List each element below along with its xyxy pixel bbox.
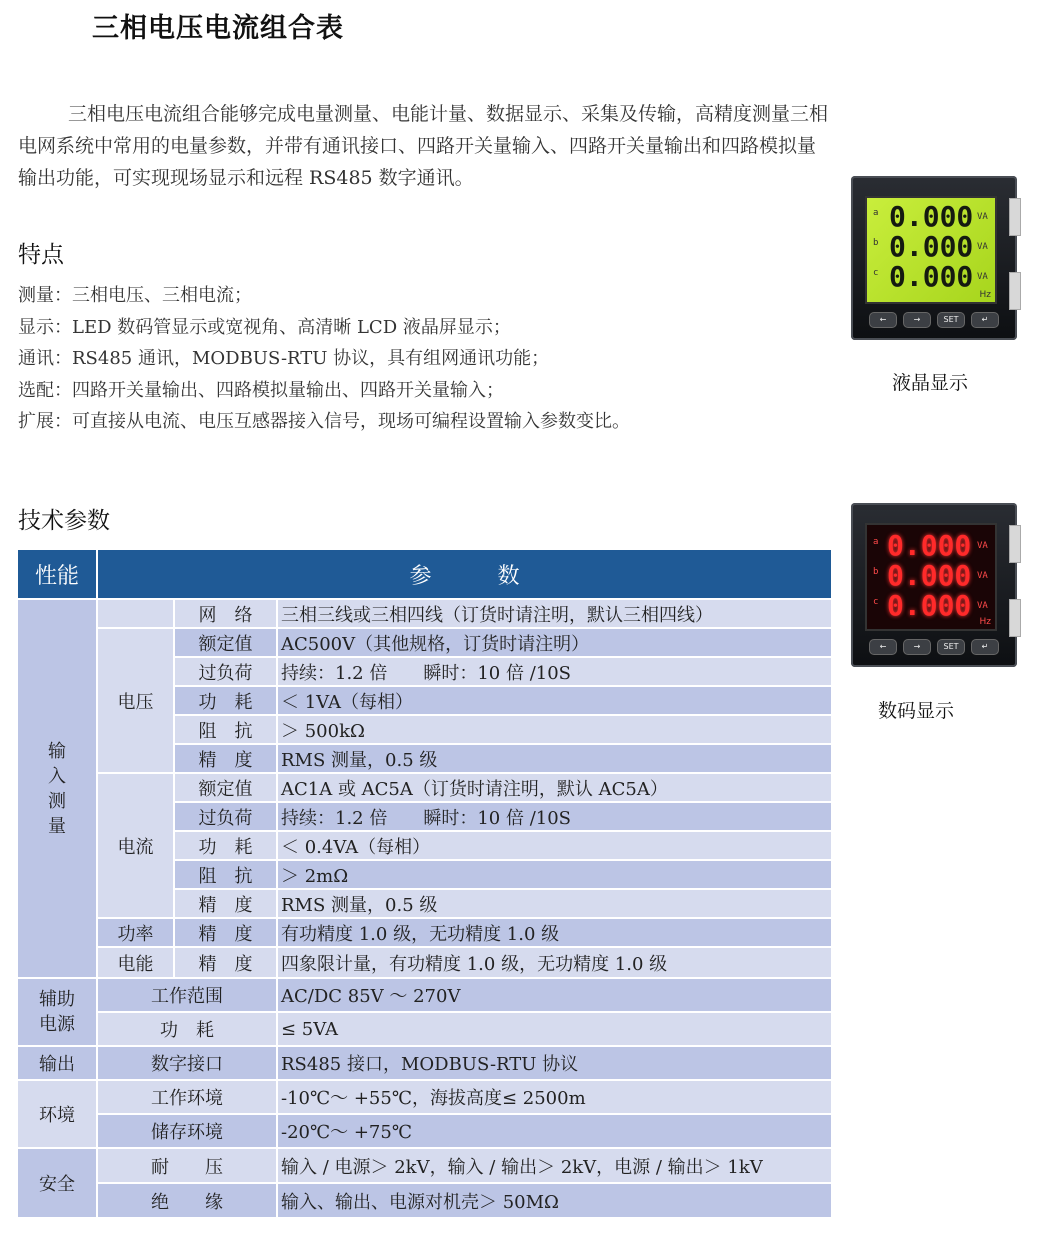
row-label: 工作范围 [98,979,276,1011]
row-value: ＜ 1VA（每相） [278,687,831,714]
lcd-meter-image [851,176,1017,340]
enter-icon: ↵ [971,639,999,655]
intro-paragraph [18,98,830,194]
led-meter-image [851,503,1017,667]
mount-clip [1009,525,1021,563]
row-label: 功 耗 [175,687,276,714]
set-button: SET [937,639,965,655]
row-value: ＞ 2mΩ [278,861,831,888]
feature-item: 选配：四路开关量输出、四路模拟量输出、四路开关量输入； [18,379,504,401]
feature-item: 测量：三相电压、三相电流； [18,285,252,306]
page-title: 三相电压电流组合表 [92,13,344,44]
row-value: ＞ 500kΩ [278,716,831,743]
feature-item: 显示：LED 数码管显示或宽视角、高清晰 LCD 液晶屏显示； [18,316,511,338]
row-value: 有功精度 1.0 级，无功精度 1.0 级 [278,919,831,946]
feature-item: 通讯：RS485 通讯，MODBUS-RTU 协议，具有组网通讯功能； [18,348,550,369]
mount-clip [1009,272,1021,310]
set-button: SET [937,312,965,328]
row-value: AC1A 或 AC5A（订货时请注明，默认 AC5A） [278,774,831,801]
row-value: RMS 测量，0.5 级 [278,890,831,917]
group-output: 输出 [18,1047,96,1079]
right-arrow-icon: → [903,639,931,655]
row-label: 过负荷 [175,803,276,830]
row-label: 储存环境 [98,1115,276,1147]
mount-clip [1009,198,1021,236]
row-value: AC/DC 85V ～ 270V [278,979,831,1011]
left-arrow-icon: ← [869,312,897,328]
row-value: 输入 / 电源＞ 2kV，输入 / 输出＞ 2kV，电源 / 输出＞ 1kV [278,1149,831,1182]
row-value: 输入、输出、电源对机壳＞ 50MΩ [278,1184,831,1217]
row-label: 过负荷 [175,658,276,685]
row-value: 三相三线或三相四线（订货时请注明，默认三相四线） [278,600,831,627]
led-screen: a 0.000 VA b 0.000 VA c 0.000 VA Hz [865,523,997,631]
group-safety: 安全 [18,1149,96,1217]
row-value: 四象限计量，有功精度 1.0 级，无功精度 1.0 级 [278,948,831,977]
header-parameters: 参 数 [98,550,831,598]
row-label: 工作环境 [98,1081,276,1113]
row-label: 网 络 [175,600,276,627]
row-label: 精 度 [175,919,276,946]
row-value: 持续：1.2 倍 瞬时：10 倍 /10S [278,803,831,830]
features-list [18,280,630,438]
lcd-caption: 液晶显示 [892,372,969,394]
intro-text: 三相电压电流组合能够完成电量测量、电能计量、数据显示、采集及传输，高精度测量三相电网系统中常用的电量参数，并带有通讯接口、四路开关量输入、四路开关量输出和四路模拟量输出功能，可实现现场显示和远程 RS485 数字通讯。 [18,103,829,189]
row-label: 阻 抗 [175,716,276,743]
group-aux-power: 辅助 电源 [18,979,96,1045]
meter-buttons [869,312,999,332]
meter-buttons [869,639,999,659]
row-label: 绝 缘 [98,1184,276,1217]
header-performance: 性能 [18,550,96,598]
group-input: 输 入 测 量 [18,600,96,977]
row-value: AC500V（其他规格，订货时请注明） [278,629,831,656]
right-arrow-icon: → [903,312,931,328]
enter-icon: ↵ [971,312,999,328]
led-caption: 数码显示 [878,700,955,722]
row-label: 阻 抗 [175,861,276,888]
group-power: 功率 [98,919,173,946]
features-heading: 特点 [18,242,64,268]
row-label: 精 度 [175,948,276,977]
row-label: 功 耗 [175,832,276,859]
mount-clip [1009,599,1021,637]
group-voltage: 电压 [98,629,173,772]
row-value: ≤ 5VA [278,1013,831,1045]
row-value: RMS 测量，0.5 级 [278,745,831,772]
lcd-freq-unit: Hz [979,290,991,300]
row-value: -10℃～ +55℃，海拔高度≤ 2500m [278,1081,831,1113]
group-current: 电流 [98,774,173,917]
blank-cell [98,600,173,627]
row-label: 数字接口 [98,1047,276,1079]
row-label: 功 耗 [98,1013,276,1045]
left-arrow-icon: ← [869,639,897,655]
group-energy: 电能 [98,948,173,977]
row-label: 精 度 [175,890,276,917]
feature-item: 扩展：可直接从电流、电压互感器接入信号，现场可编程设置输入参数变比。 [18,411,630,432]
led-freq-unit: Hz [979,617,991,627]
row-value: -20℃～ +75℃ [278,1115,831,1147]
row-label: 额定值 [175,629,276,656]
row-label: 精 度 [175,745,276,772]
tech-params-heading: 技术参数 [18,508,110,534]
spec-table [18,550,831,1219]
row-label: 额定值 [175,774,276,801]
row-value: ＜ 0.4VA（每相） [278,832,831,859]
row-value: RS485 接口，MODBUS-RTU 协议 [278,1047,831,1079]
row-value: 持续：1.2 倍 瞬时：10 倍 /10S [278,658,831,685]
row-label: 耐 压 [98,1149,276,1182]
lcd-screen: a 0.000 VA b 0.000 VA c 0.000 VA Hz [865,196,997,304]
group-environment: 环境 [18,1081,96,1147]
